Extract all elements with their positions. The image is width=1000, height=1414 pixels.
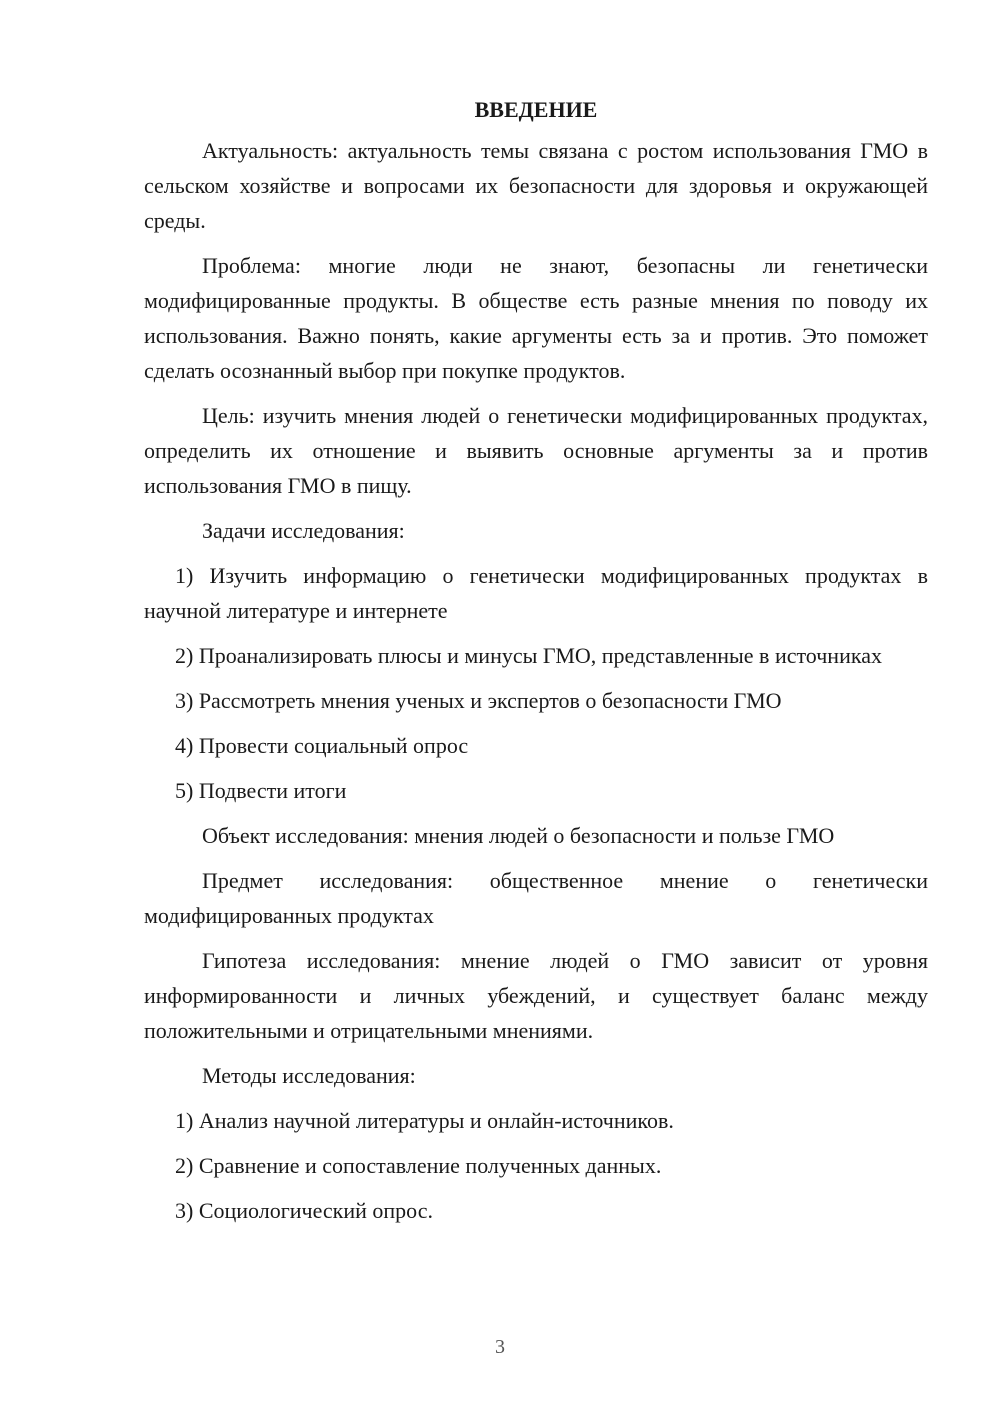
paragraph-relevance: Актуальность: актуальность темы связана с ростом использования ГМО в сельском хозяйстве и вопросами их безопасности для здоровья и окружающей среды.: [144, 138, 928, 233]
page-number: 3: [495, 1336, 505, 1358]
methods-heading: Методы исследования:: [202, 1063, 416, 1088]
method-item-1: 1) Анализ научной литературы и онлайн-источников.: [175, 1108, 674, 1133]
tasks-heading: Задачи исследования:: [202, 518, 405, 543]
paragraph-goal: Цель: изучить мнения людей о генетически модифицированных продуктах, определить их отношение и выявить основные аргументы за и против использования ГМО в пищу.: [144, 403, 928, 498]
task-item-2: 2) Проанализировать плюсы и минусы ГМО, представленные в источниках: [175, 643, 882, 668]
paragraph-problem: Проблема: многие люди не знают, безопасны ли генетически модифицированные продукты. В обществе есть разные мнения по поводу их использования. Важно понять, какие аргументы есть за и против. Это поможет сделать осознанный выбор при покупке продуктов.: [144, 253, 928, 383]
task-item-1: 1) Изучить информацию о генетически модифицированных продуктах в научной литературе и интернете: [144, 563, 928, 623]
method-item-3: 3) Социологический опрос.: [175, 1198, 433, 1223]
page-content: [144, 92, 928, 1238]
task-item-3: 3) Рассмотреть мнения ученых и экспертов о безопасности ГМО: [175, 688, 782, 713]
page-title: ВВЕДЕНИЕ: [474, 97, 598, 122]
research-object: Объект исследования: мнения людей о безопасности и пользе ГМО: [202, 823, 835, 848]
method-item-2: 2) Сравнение и сопоставление полученных данных.: [175, 1153, 662, 1178]
research-subject: Предмет исследования: общественное мнение о генетически модифицированных продуктах: [144, 868, 928, 928]
research-hypothesis: Гипотеза исследования: мнение людей о ГМО зависит от уровня информированности и личных убеждений, и существует баланс между положительными и отрицательными мнениями.: [144, 948, 928, 1043]
task-item-4: 4) Провести социальный опрос: [175, 733, 469, 758]
task-item-5: 5) Подвести итоги: [175, 778, 347, 803]
